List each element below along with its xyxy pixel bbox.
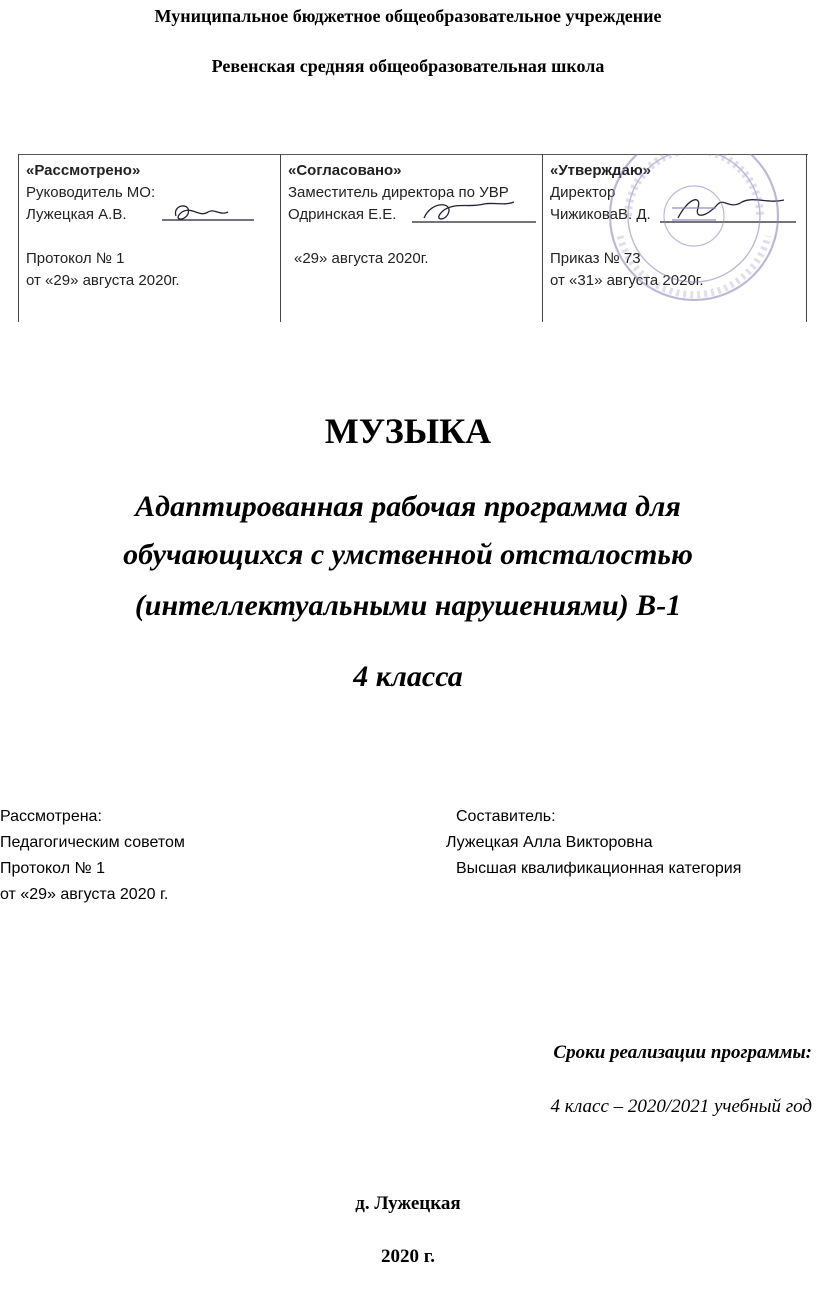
terms-label: Сроки реализации программы: <box>553 1042 812 1063</box>
approved-date: от «31» августа 2020г. <box>550 272 704 289</box>
agreed-title: «Согласовано» <box>288 162 402 179</box>
reviewed-block <box>0 804 420 908</box>
stamp-icon <box>598 146 784 322</box>
signature-icon <box>158 198 258 228</box>
approval-divider <box>542 154 543 322</box>
approved-order: Приказ № 73 <box>550 250 641 267</box>
subject-title: МУЗЫКА <box>324 411 492 451</box>
considered-date: от «29» августа 2020г. <box>26 272 180 289</box>
considered-title: «Рассмотрено» <box>26 162 141 179</box>
agreed-date: «29» августа 2020г. <box>294 250 429 267</box>
program-subtitle-line3: (интеллектуальными нарушениями) В-1 <box>134 589 682 622</box>
considered-role: Руководитель МО: <box>26 184 156 201</box>
approval-divider <box>18 154 19 322</box>
approved-role: Директор <box>550 184 616 201</box>
agreed-name: Одринская Е.Е. <box>288 206 397 223</box>
signature-icon <box>410 196 538 228</box>
program-subtitle-line1: Адаптированная рабочая программа для <box>135 490 681 523</box>
approved-name: ЧижиковаВ. Д. <box>550 206 651 223</box>
approved-title: «Утверждаю» <box>550 162 652 179</box>
author-label: Составитель: <box>456 808 556 825</box>
author-block <box>446 804 812 882</box>
grade-label: 4 класса <box>353 660 463 693</box>
agreed-role: Заместитель директора по УВР <box>288 184 509 201</box>
school-name: Ревенская средняя общеобразовательная школа <box>211 56 605 76</box>
place-name: д. Лужецкая <box>355 1193 461 1214</box>
school-type: Муниципальное бюджетное общеобразовательное учреждение <box>154 6 662 26</box>
considered-protocol: Протокол № 1 <box>26 250 125 267</box>
year-label: 2020 г. <box>381 1246 435 1267</box>
approval-divider <box>280 154 281 322</box>
reviewed-protocol: Протокол № 1 <box>0 860 106 877</box>
reviewed-council: Педагогическим советом <box>0 834 185 851</box>
author-category: Высшая квалификационная категория <box>456 860 742 877</box>
program-subtitle-line2: обучающихся с умственной отсталостью <box>123 538 693 571</box>
reviewed-label: Рассмотрена: <box>0 808 102 825</box>
terms-value: 4 класс – 2020/2021 учебный год <box>550 1096 812 1117</box>
reviewed-date: от «29» августа 2020 г. <box>0 886 169 903</box>
approval-divider <box>806 154 807 322</box>
author-name: Лужецкая Алла Викторовна <box>446 834 653 851</box>
considered-name: Лужецкая А.В. <box>26 206 127 223</box>
